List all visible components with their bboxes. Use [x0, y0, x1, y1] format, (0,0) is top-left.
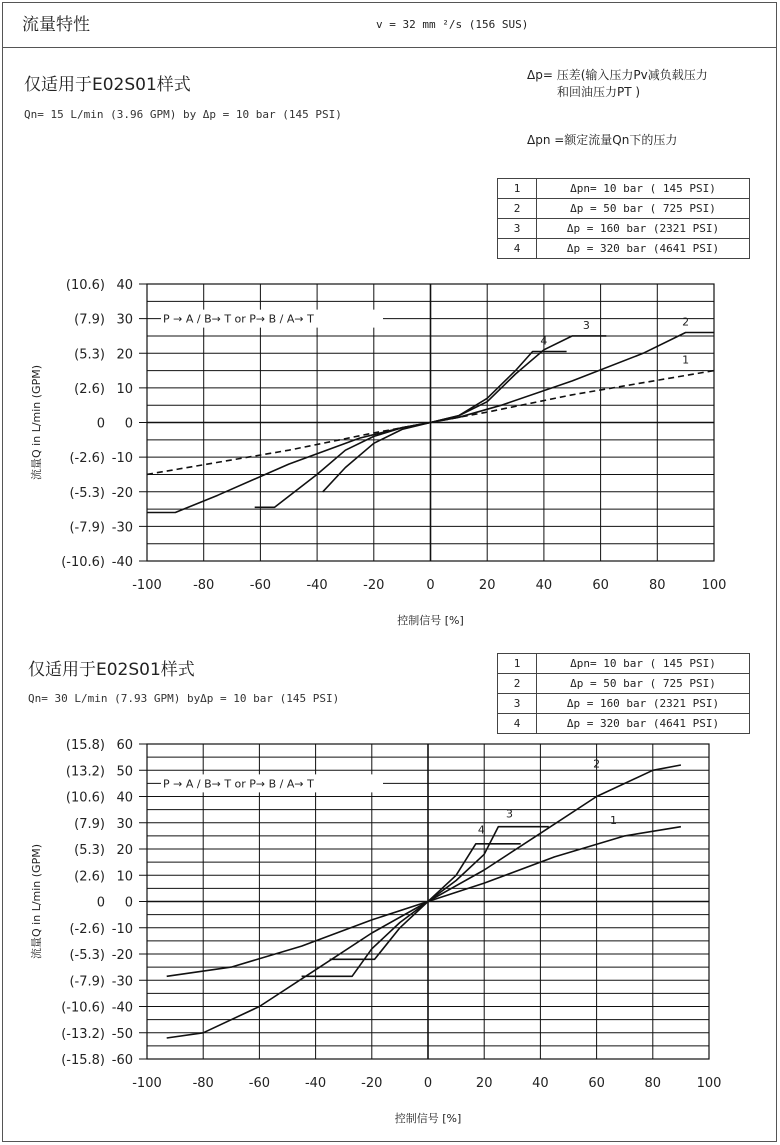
legend-row	[498, 654, 750, 674]
y-tick-label: 50	[116, 764, 133, 780]
x-tick-label: 100	[701, 578, 727, 593]
x-tick-label: -100	[132, 578, 162, 593]
y-tick-gpm-label: (-2.6)	[69, 921, 105, 937]
series-3-line	[323, 336, 607, 492]
section2-subtitle: Qn= 30 L/min (7.93 GPM) byΔp = 10 bar (145 PSI)	[28, 692, 340, 705]
x-tick-label: -40	[306, 578, 328, 593]
y-tick-gpm-label: (-5.3)	[69, 948, 105, 963]
y-tick-gpm-label: (2.6)	[74, 381, 105, 397]
y-tick-gpm-label: (10.6)	[65, 278, 105, 293]
direction-annotation: P → A / B→ T or P→ B / A→ T	[163, 777, 314, 791]
section1-subtitle: Qn= 15 L/min (3.96 GPM) by Δp = 10 bar (145 PSI)	[24, 108, 342, 121]
curve-label-4: 4	[540, 334, 548, 348]
y-tick-gpm-label: (15.8)	[65, 738, 105, 753]
legend-value: Δpn= 10 bar ( 145 PSI)	[537, 654, 750, 674]
legend-value: Δp = 160 bar (2321 PSI)	[537, 219, 750, 239]
legend-row	[498, 674, 750, 694]
direction-annotation: P → A / B→ T or P→ B / A→ T	[163, 312, 314, 326]
y-tick-label: -30	[111, 520, 133, 536]
x-tick-label: 80	[644, 1076, 662, 1091]
y-tick-label: -30	[111, 974, 133, 990]
y-tick-label: -50	[111, 1026, 133, 1042]
curve-label-1: 1	[682, 353, 690, 367]
y-tick-label: 60	[116, 738, 133, 753]
y-tick-label: -10	[111, 451, 133, 467]
y-tick-label: 0	[124, 895, 133, 911]
legend-value: Δp = 50 bar ( 725 PSI)	[537, 199, 750, 219]
y-tick-label: 40	[116, 790, 133, 806]
page-title: 流量特性	[22, 15, 90, 35]
legend-value: Δp = 320 bar (4641 PSI)	[537, 239, 750, 259]
x-tick-label: 0	[426, 578, 435, 593]
legend-row	[498, 694, 750, 714]
y-tick-gpm-label: (-13.2)	[61, 1026, 105, 1042]
y-tick-gpm-label: (-15.8)	[61, 1053, 105, 1068]
pressure-definition	[527, 67, 708, 101]
y-tick-label: 30	[116, 312, 133, 328]
legend-number: 3	[498, 219, 537, 239]
x-tick-label: -100	[132, 1076, 162, 1091]
x-tick-label: -20	[361, 1076, 383, 1091]
viscosity-note: v = 32 mm ²/s (156 SUS)	[376, 18, 529, 31]
curve-label-2: 2	[593, 757, 601, 771]
y-tick-label: -40	[111, 555, 133, 570]
legend-value: Δp = 50 bar ( 725 PSI)	[537, 674, 750, 694]
legend-number: 2	[498, 199, 537, 219]
y-tick-gpm-label: (-2.6)	[69, 451, 105, 467]
y-tick-label: -40	[111, 1000, 133, 1016]
y-tick-label: -20	[111, 485, 133, 501]
y-tick-gpm-label: (-10.6)	[61, 1000, 105, 1016]
x-tick-label: 0	[423, 1076, 433, 1091]
legend-number: 1	[498, 179, 537, 199]
curve-label-4: 4	[477, 823, 485, 837]
x-tick-label: 40	[532, 1076, 549, 1091]
curve-label-2: 2	[682, 315, 690, 329]
x-tick-label: -80	[192, 1076, 214, 1091]
y-tick-label: 20	[116, 347, 133, 363]
y-tick-gpm-label: 0	[96, 416, 105, 432]
x-axis-label: 控制信号 [%]	[394, 1112, 462, 1125]
series-4-line	[255, 352, 567, 508]
y-tick-label: -10	[111, 921, 133, 937]
x-tick-label: 100	[696, 1076, 722, 1091]
legend-row	[498, 219, 750, 239]
flow-chart-2	[0, 730, 780, 1125]
y-tick-label: 40	[116, 278, 133, 293]
legend-number: 2	[498, 674, 537, 694]
curve-label-3: 3	[505, 807, 513, 821]
x-tick-label: 60	[588, 1076, 605, 1091]
x-tick-label: -80	[193, 578, 215, 593]
y-tick-gpm-label: (5.3)	[74, 347, 105, 363]
x-tick-label: -60	[249, 578, 272, 593]
y-tick-gpm-label: (-7.9)	[69, 974, 105, 990]
y-axis-label: 流量Q in L/min (GPM)	[30, 365, 43, 480]
y-tick-label: 0	[124, 416, 133, 432]
x-tick-label: 40	[535, 578, 553, 593]
y-tick-gpm-label: (2.6)	[74, 869, 105, 885]
y-tick-label: 10	[116, 381, 133, 397]
section2-title: 仅适用于E02S01样式	[28, 660, 195, 680]
curve-label-1: 1	[609, 814, 617, 828]
legend-table-2	[497, 653, 750, 734]
y-tick-gpm-label: (13.2)	[65, 764, 105, 780]
y-tick-gpm-label: (10.6)	[65, 790, 105, 806]
x-tick-label: 20	[478, 578, 496, 593]
y-tick-gpm-label: (7.9)	[74, 816, 105, 832]
section1-title: 仅适用于E02S01样式	[24, 75, 191, 95]
pressure-definition-line2: 和回油压力PT )	[557, 85, 641, 99]
y-tick-label: 30	[116, 816, 133, 832]
y-tick-gpm-label: 0	[96, 895, 105, 911]
legend-table-1	[497, 178, 750, 259]
legend-number: 1	[498, 654, 537, 674]
y-tick-label: 10	[116, 869, 133, 885]
y-tick-label: -20	[111, 948, 133, 963]
x-tick-label: -60	[248, 1076, 271, 1091]
legend-value: Δpn= 10 bar ( 145 PSI)	[537, 179, 750, 199]
y-tick-label: 20	[116, 843, 133, 858]
flow-chart-1	[0, 270, 780, 650]
y-axis-label: 流量Q in L/min (GPM)	[30, 844, 43, 959]
y-tick-gpm-label: (5.3)	[74, 843, 105, 858]
x-tick-label: 80	[649, 578, 666, 593]
x-tick-label: 20	[475, 1076, 493, 1091]
legend-row	[498, 239, 750, 259]
legend-value: Δp = 160 bar (2321 PSI)	[537, 694, 750, 714]
legend-number: 3	[498, 694, 537, 714]
legend-row	[498, 199, 750, 219]
x-tick-label: -40	[304, 1076, 327, 1091]
legend-row	[498, 179, 750, 199]
x-tick-label: -20	[363, 578, 385, 593]
x-tick-label: 60	[592, 578, 609, 593]
rated-pressure-definition: Δpn =额定流量Qn下的压力	[527, 133, 678, 147]
header-divider	[2, 47, 777, 48]
legend-number: 4	[498, 239, 537, 259]
legend-number: 4	[498, 714, 537, 734]
y-tick-gpm-label: (-5.3)	[69, 485, 105, 501]
y-tick-gpm-label: (-10.6)	[61, 555, 105, 570]
y-tick-gpm-label: (-7.9)	[69, 520, 105, 536]
legend-value: Δp = 320 bar (4641 PSI)	[537, 714, 750, 734]
curve-label-3: 3	[582, 319, 590, 333]
pressure-definition-line1: Δp= 压差(输入压力Pv减负载压力	[527, 68, 708, 82]
y-tick-gpm-label: (7.9)	[74, 312, 105, 328]
x-axis-label: 控制信号 [%]	[397, 614, 464, 627]
y-tick-label: -60	[111, 1053, 133, 1068]
